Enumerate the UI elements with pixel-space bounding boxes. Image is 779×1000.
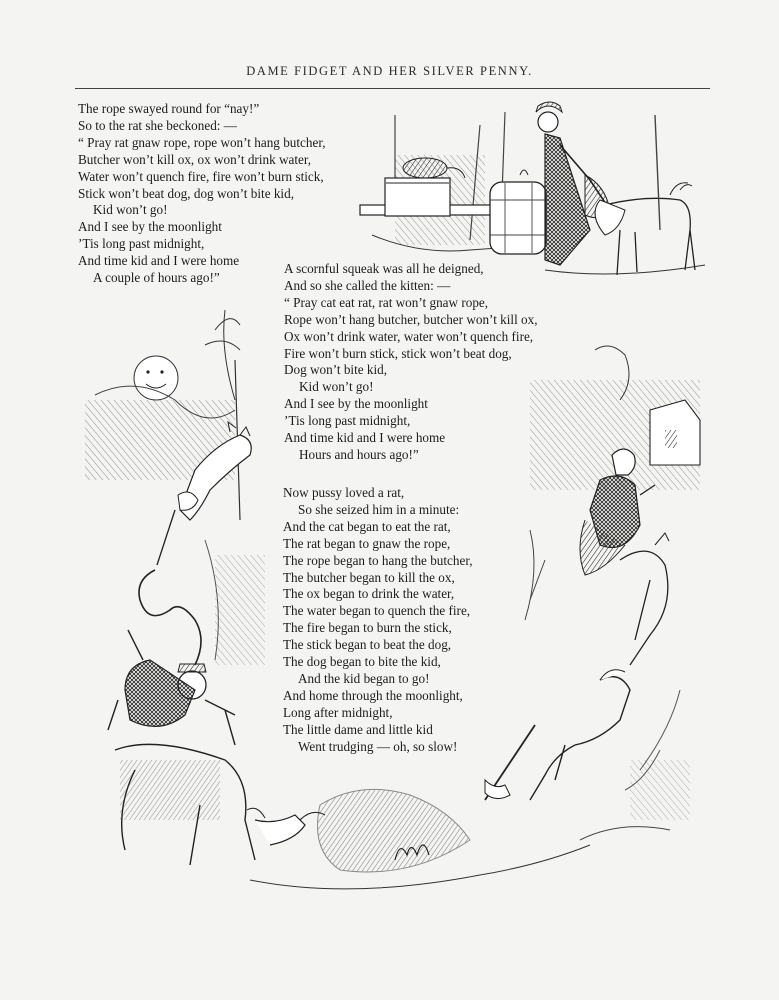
verse-line: ’Tis long past midnight,: [78, 236, 205, 252]
verse-line: “ Pray rat gnaw rope, rope won’t hang butcher,: [78, 134, 326, 150]
verse-line: And time kid and I were home: [284, 430, 446, 446]
verse-line: And I see by the moonlight: [78, 219, 222, 235]
verse-line: And I see by the moonlight: [284, 396, 428, 412]
verse-line: And so she called the kitten: —: [284, 277, 451, 293]
verse-line: So to the rat she beckoned: —: [78, 117, 237, 133]
verse-line: Butcher won’t kill ox, ox won’t drink water,: [78, 151, 312, 167]
stanza-2: [284, 261, 538, 464]
verse-line: Ox won’t drink water, water won’t quench fire,: [284, 328, 534, 344]
verse-line: And time kid and I were home: [78, 253, 240, 269]
verse-line: Rope won’t hang butcher, butcher won’t kill ox,: [284, 311, 538, 327]
stanza-3: [283, 485, 473, 756]
verse-line: The butcher began to kill the ox,: [283, 569, 455, 585]
fire-and-water: [318, 789, 471, 872]
barrel: [490, 182, 546, 254]
verse-line: The rope swayed round for “nay!”: [78, 101, 260, 116]
verse-line: The stick began to beat the dog,: [283, 637, 452, 653]
verse-line: So she seized him in a minute:: [298, 501, 460, 517]
verse-line: Fire won’t burn stick, stick won’t beat dog,: [284, 345, 512, 361]
verse-line: The little dame and little kid: [283, 721, 433, 737]
dame-and-kid-vignette: [360, 102, 705, 275]
verse-line: And the cat began to eat the rat,: [283, 518, 451, 534]
verse-line: Water won’t quench fire, fire won’t burn stick,: [78, 168, 324, 184]
dame-head: [538, 112, 558, 132]
running-head: DAME FIDGET AND HER SILVER PENNY.: [246, 64, 533, 78]
verse-line: “ Pray cat eat rat, rat won’t gnaw rope,: [284, 294, 489, 310]
verse-line: The ox began to drink the water,: [283, 586, 455, 602]
verse-line: ’Tis long past midnight,: [284, 413, 411, 429]
box: [385, 178, 450, 216]
verse-line: The water began to quench the fire,: [283, 603, 471, 619]
rope: [139, 570, 201, 665]
verse-line: And the kid began to go!: [298, 670, 430, 686]
verse-line: Dog won’t bite kid,: [284, 362, 388, 378]
verse-line: A couple of hours ago!”: [93, 270, 220, 286]
verse-line: The dog began to bite the kid,: [283, 654, 441, 670]
rat-icon: [403, 158, 447, 178]
dame-walking: [612, 449, 635, 475]
verse-line: The rat began to gnaw the rope,: [283, 535, 451, 551]
verse-line: Kid won’t go!: [93, 202, 168, 218]
verse-line: Went trudging — oh, so slow!: [298, 738, 458, 754]
verse-line: Stick won’t beat dog, dog won’t bite kid,: [78, 185, 294, 201]
dog: [530, 677, 630, 800]
verse-line: Hours and hours ago!”: [299, 446, 419, 462]
verse-line: The fire began to burn the stick,: [283, 620, 452, 636]
verse-line: And home through the moonlight,: [283, 687, 463, 703]
verse-line: Now pussy loved a rat,: [283, 485, 405, 500]
verse-line: Kid won’t go!: [299, 379, 374, 395]
moon-face-icon: [134, 356, 178, 400]
verse-line: Long after midnight,: [283, 704, 393, 720]
kid-goat: [620, 551, 668, 665]
stanza-1: [78, 101, 326, 287]
verse-line: A scornful squeak was all he deigned,: [284, 261, 484, 276]
verse-line: The rope began to hang the butcher,: [283, 552, 473, 568]
